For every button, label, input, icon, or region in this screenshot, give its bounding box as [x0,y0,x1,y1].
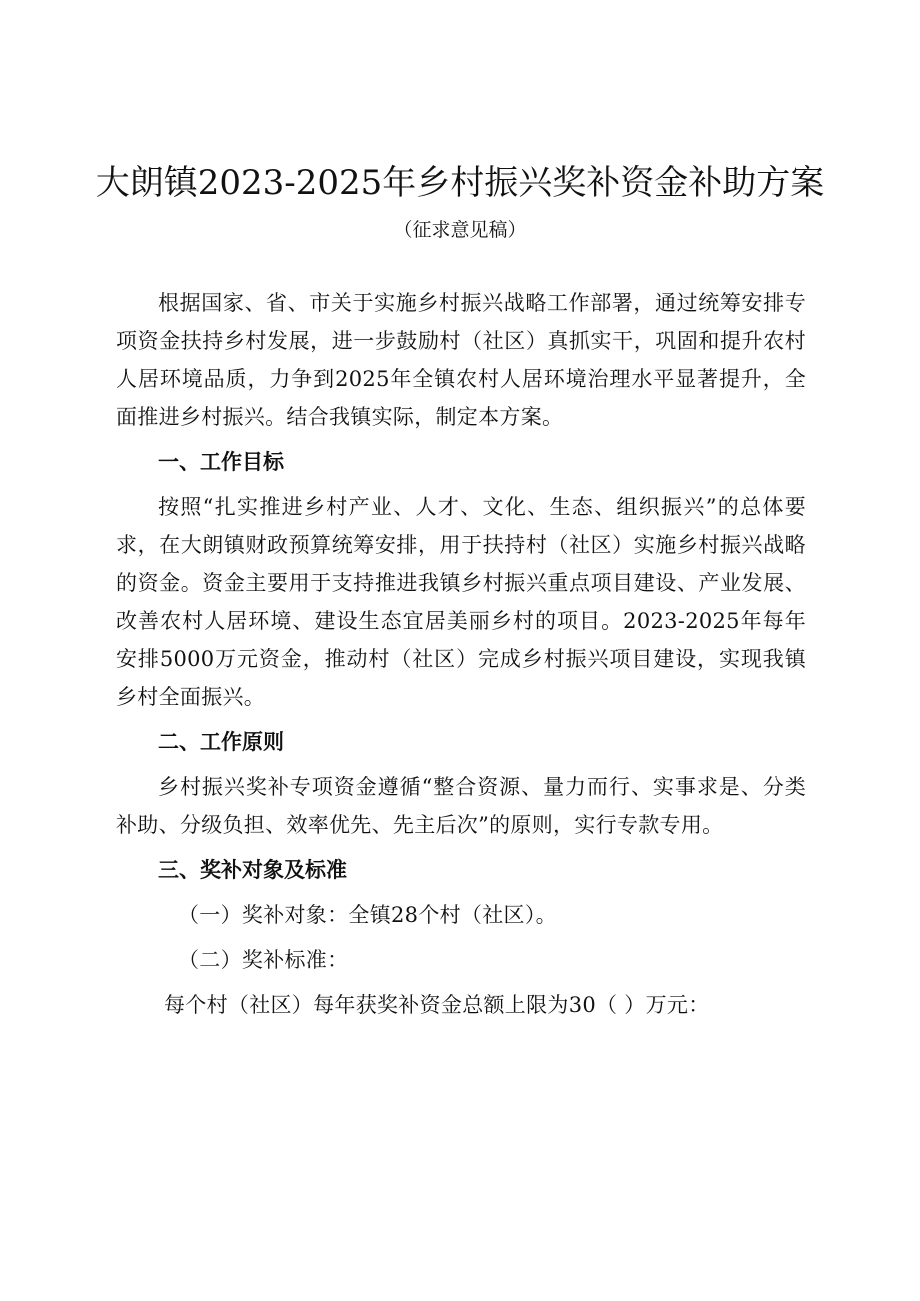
section-heading-principles: 二、工作原则 [158,730,284,754]
document-body [116,284,806,1031]
targets-limit-line: 每个村（社区）每年获奖补资金总额上限为30（ ）万元： [164,993,710,1017]
section-paragraph-goals: 按照“扎实推进乡村产业、人才、文化、生态、组织振兴”的总体要求，在大朗镇财政预算统筹安排，用于扶持村（社区）实施乡村振兴战略的资金。资金主要用于支持推进我镇乡村振兴重点项目建设、产业发展、改善农村人居环境、建设生态宜居美丽乡村的项目。2023-2025年每年安排5000万元资金，推动村（社区）完成乡村振兴项目建设，实现我镇乡村全面振兴。 [116,495,806,709]
section-heading-targets: 三、奖补对象及标准 [158,858,347,882]
section-paragraph-principles: 乡村振兴奖补专项资金遵循“整合资源、量力而行、实事求是、分类补助、分级负担、效率优先、先主后次”的原则，实行专款专用。 [116,775,806,837]
targets-item-standards: （二）奖补标准： [178,948,349,972]
section-heading-goals: 一、工作目标 [158,450,284,474]
targets-item-recipients: （一）奖补对象：全镇28个村（社区）。 [178,903,557,927]
document-title: 大朗镇2023-2025年乡村振兴奖补资金补助方案 [95,163,825,203]
document-subtitle: （征求意见稿） [393,219,527,241]
intro-paragraph: 根据国家、省、市关于实施乡村振兴战略工作部署，通过统筹安排专项资金扶持乡村发展，进一步鼓励村（社区）真抓实干，巩固和提升农村人居环境品质，力争到2025年全镇农村人居环境治理水平显著提升，全面推进乡村振兴。结合我镇实际，制定本方案。 [116,291,806,429]
